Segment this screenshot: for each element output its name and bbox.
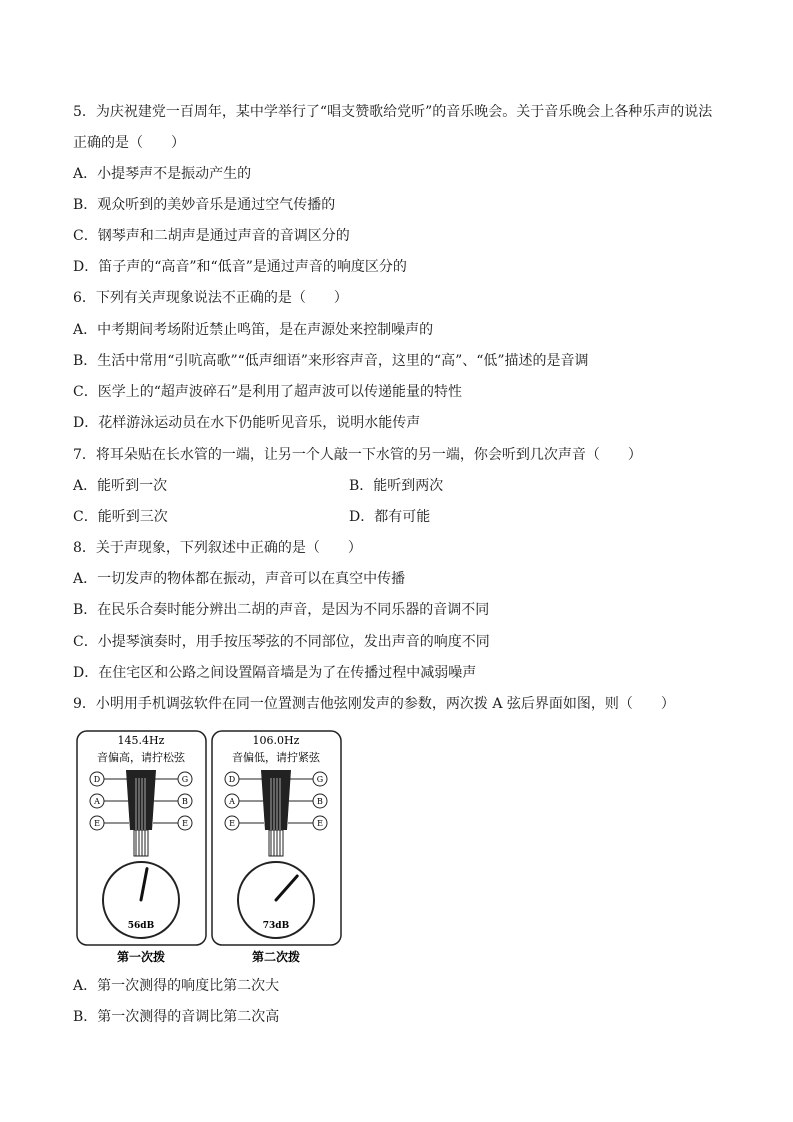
q8-option-a: A．一切发声的物体都在振动，声音可以在真空中传播 — [73, 571, 406, 587]
q7-stem: 7．将耳朵贴在长水管的一端，让另一个人敲一下水管的另一端，你会听到几次声音（ ） — [73, 447, 642, 463]
peg-g-icon — [178, 772, 192, 786]
q7-option-d: D．都有可能 — [349, 509, 431, 525]
decibel-readout: 73dB — [262, 921, 290, 931]
q5-option-b: B．观众听到的美妙音乐是通过空气传播的 — [73, 197, 336, 213]
q5-stem-line2: 正确的是（ ） — [73, 135, 185, 151]
q5-option-a: A．小提琴声不是振动产生的 — [73, 166, 252, 182]
svg-text:E: E — [229, 819, 235, 828]
q6-option-b: B．生活中常用“引吭高歌”“低声细语”来形容声音，这里的“高”、“低”描述的是音调 — [73, 353, 589, 369]
svg-text:D: D — [228, 775, 236, 784]
q7-option-a: A．能听到一次 — [73, 478, 168, 494]
q6-option-c: C．医学上的“超声波碎石”是利用了超声波可以传递能量的特性 — [73, 384, 463, 400]
svg-text:B: B — [182, 797, 188, 806]
loudness-gauge — [238, 862, 314, 938]
tuning-hint: 音偏低，请拧紧弦 — [232, 751, 320, 764]
q9-stem: 9．小明用手机调弦软件在同一位置测吉他弦刚发声的参数，两次拨 A 弦后界面如图，则（ ） — [73, 696, 675, 712]
peg-e-high-icon — [178, 816, 192, 830]
svg-text:G: G — [316, 775, 324, 784]
q8-option-d: D．在住宅区和公路之间设置隔音墙是为了在传播过程中减弱噪声 — [73, 665, 477, 681]
svg-text:D: D — [93, 775, 101, 784]
q6-option-a: A．中考期间考场附近禁止鸣笛，是在声源处来控制噪声的 — [73, 322, 434, 338]
peg-b-icon — [313, 794, 327, 808]
q5-option-c: C．钢琴声和二胡声是通过声音的音调区分的 — [73, 228, 350, 244]
svg-text:G: G — [181, 775, 189, 784]
peg-e-icon — [225, 816, 239, 830]
loudness-gauge — [103, 862, 179, 938]
peg-a-icon — [90, 794, 104, 808]
svg-text:A: A — [94, 797, 100, 806]
q8-option-b: B．在民乐合奏时能分辨出二胡的声音，是因为不同乐器的音调不同 — [73, 602, 490, 618]
q8-stem: 8．关于声现象，下列叙述中正确的是（ ） — [73, 540, 362, 556]
q7-option-c: C．能听到三次 — [73, 509, 168, 525]
svg-text:E: E — [94, 819, 100, 828]
svg-text:B: B — [317, 797, 323, 806]
peg-e-high-icon — [313, 816, 327, 830]
q8-option-c: C．小提琴演奏时，用手按压琴弦的不同部位，发出声音的响度不同 — [73, 634, 490, 650]
decibel-readout: 56dB — [127, 921, 155, 931]
peg-d-icon — [90, 772, 104, 786]
panel-caption: 第二次拨 — [251, 950, 301, 964]
svg-text:E: E — [182, 819, 188, 828]
q9-option-b: B．第一次测得的音调比第二次高 — [73, 1009, 280, 1025]
q9-option-a: A．第一次测得的响度比第二次大 — [73, 978, 280, 994]
peg-d-icon — [225, 772, 239, 786]
q5-option-d: D．笛子声的“高音”和“低音”是通过声音的响度区分的 — [73, 259, 407, 275]
peg-b-icon — [178, 794, 192, 808]
tuner-panel-first — [77, 731, 206, 964]
frequency-readout: 106.0Hz — [252, 734, 300, 747]
q6-option-d: D．花样游泳运动员在水下仍能听见音乐，说明水能传声 — [73, 415, 421, 431]
peg-e-icon — [90, 816, 104, 830]
frequency-readout: 145.4Hz — [117, 734, 165, 747]
q6-stem: 6．下列有关声现象说法不正确的是（ ） — [73, 290, 348, 306]
q7-option-b: B．能听到两次 — [349, 478, 444, 494]
peg-g-icon — [313, 772, 327, 786]
peg-a-icon — [225, 794, 239, 808]
svg-text:A: A — [229, 797, 235, 806]
tuning-hint: 音偏高，请拧松弦 — [97, 751, 185, 764]
panel-caption: 第一次拨 — [116, 950, 166, 964]
tuner-panel-second — [212, 731, 341, 964]
svg-text:E: E — [317, 819, 323, 828]
q5-stem-line1: 5．为庆祝建党一百周年，某中学举行了“唱支赞歌给党听”的音乐晚会。关于音乐晚会上各种乐声的说法 — [73, 104, 713, 120]
tuner-figure — [76, 730, 344, 968]
